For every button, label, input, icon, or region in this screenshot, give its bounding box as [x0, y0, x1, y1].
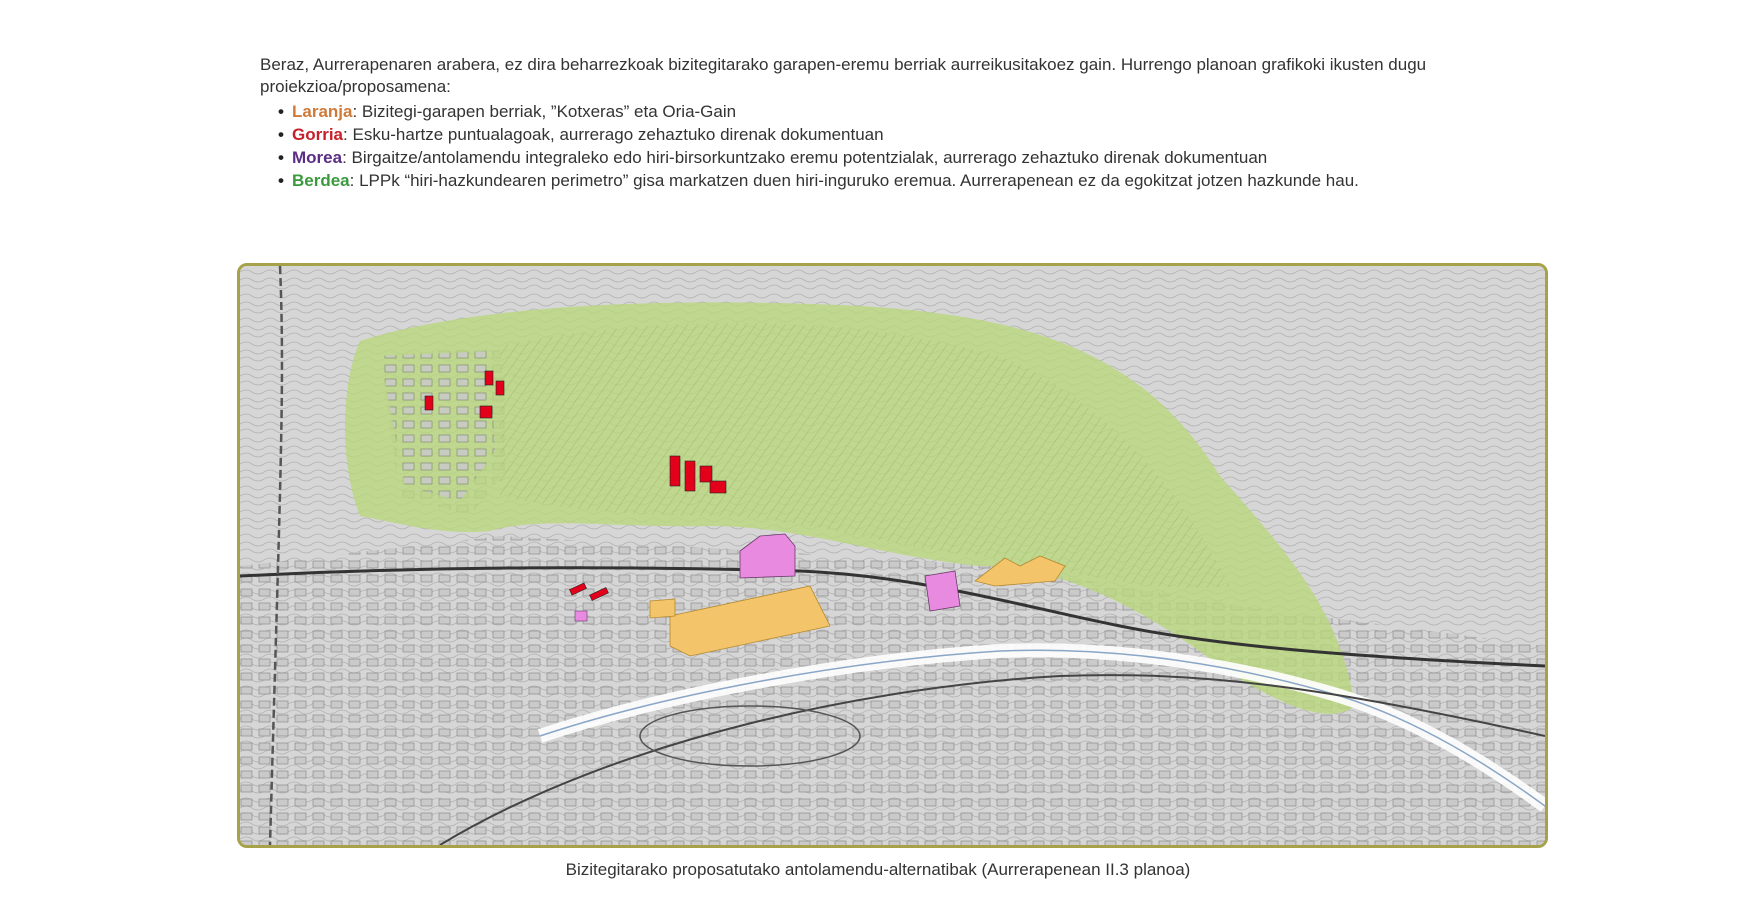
legend-label-morea: Morea: [292, 148, 343, 167]
red-zone: [496, 381, 504, 395]
bullet-dot: •: [278, 148, 284, 167]
map-svg: [240, 266, 1545, 845]
legend-text-gorria: : Esku-hartze puntualagoak, aurrerago zehaztuko direnak dokumentuan: [343, 125, 884, 144]
legend-label-laranja: Laranja: [292, 102, 353, 121]
red-zone: [425, 396, 433, 410]
red-zone: [670, 456, 680, 486]
legend-text-morea: : Birgaitze/antolamendu integraleko edo hiri-birsorkuntzako eremu potentzialak, aurrerago zehaztuko direnak dokumentuan: [342, 148, 1268, 167]
purple-zone: [575, 611, 587, 621]
bullet-dot: •: [278, 171, 284, 190]
plan-map: [237, 263, 1548, 848]
red-zone: [700, 466, 712, 482]
bullet-dot: •: [278, 125, 284, 144]
legend-text-laranja: : Bizitegi-garapen berriak, ”Kotxeras” eta Oria-Gain: [352, 102, 737, 121]
red-zone: [685, 461, 695, 491]
legend-item-morea: [278, 146, 1550, 169]
legend-item-laranja: [278, 100, 1550, 123]
purple-zone: [925, 571, 960, 611]
intro-paragraph: Beraz, Aurrerapenaren arabera, ez dira beharrezkoak bizitegitarako garapen-eremu berriak aurreikusitakoez gain. Hurrengo planoan grafikoki ikusten dugu proiekzioa/proposamena:: [260, 55, 1427, 96]
legend-item-gorria: [278, 123, 1550, 146]
red-zone: [485, 371, 493, 385]
intro-text: [260, 54, 1550, 192]
map-caption: Bizitegitarako proposatutako antolamendu-alternatibak (Aurrerapenean II.3 planoa): [565, 860, 1191, 879]
bullet-dot: •: [278, 102, 284, 121]
orange-zone: [650, 599, 675, 618]
legend-item-berdea: [278, 169, 1550, 192]
red-zone: [710, 481, 726, 493]
legend-text-berdea: : LPPk “hiri-hazkundearen perimetro” gisa markatzen duen hiri-inguruko eremua. Aurrerapenean ez da egokitzat jotzen hazkunde hau.: [349, 171, 1359, 190]
legend-list: [278, 100, 1550, 192]
red-zone: [480, 406, 492, 418]
legend-label-gorria: Gorria: [292, 125, 344, 144]
legend-label-berdea: Berdea: [292, 171, 350, 190]
